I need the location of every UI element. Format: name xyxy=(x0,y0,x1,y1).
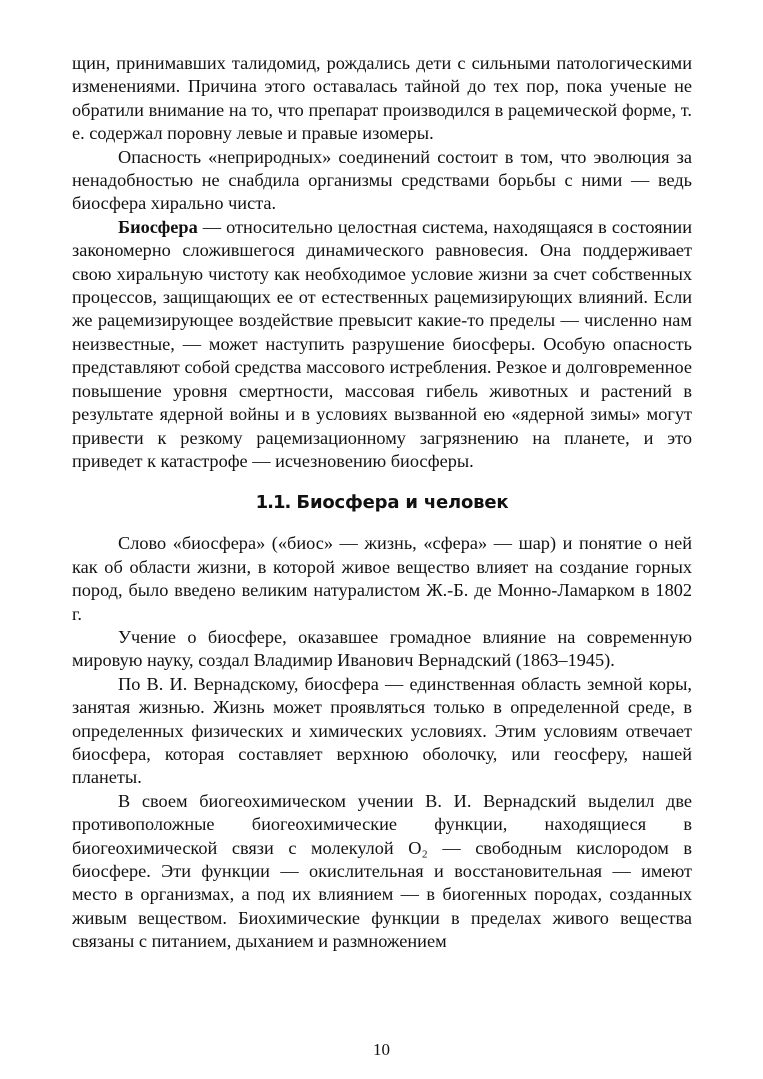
page-number: 10 xyxy=(373,1040,390,1059)
paragraph-vernadsky-teaching: Учение о биосфере, оказавшее громадное влияние на современную мировую науку, создал Владимир Иванович Вернадский (1863–1945). xyxy=(72,626,692,671)
section-title: Биосфера и человек xyxy=(290,492,509,514)
paragraph-biogeochemical-functions: В своем биогеохимическом учении В. И. Вернадский выделил две противоположные биогеохимические функции, находящиеся в биогеохимической связи с молекулой O₂ — свободным кислородом в биосфере. Эти функции — окислительная и восстановительная — имеют место в организмах, а под их влиянием — в биогенных породах, созданных живым веществом. Биохимические функции в пределах живого вещества связаны с питанием, дыханием и размножением xyxy=(72,790,692,952)
section-heading xyxy=(72,491,692,515)
paragraph-word-biosphere: Слово «биосфера» («биос» — жизнь, «сфера» — шар) и понятие о ней как об области жизни, в которой живое вещество влияет на создание горных пород, было введено великим натуралистом Ж.-Б. де Монно-Ламарком в 1802 г. xyxy=(72,533,692,624)
page-body xyxy=(72,52,692,954)
definition-text: — относительно целостная система, находящаяся в состоянии закономерно сложившегося динамического равновесия. Она поддерживает свою хиральную чистоту как необходимое условие жизни за счет собственных процессов, защищающих ее от естественных рацемизирующих влияний. Если же рацемизирующее воздействие превысит какие-то пределы — численно нам неизвестные, — может наступить разрушение биосферы. Особую опасность представляют собой средства массового истребления. Резкое и долговременное повышение уровня смертности, массовая гибель животных и растений в результате ядерной войны и в условиях вызванной ею «ядерной зимы» могут привести к резкому рацемизационному загрязнению на планете, и это приведет к катастрофе — исчезновению биосферы. xyxy=(72,216,692,471)
section-number: 1.1. xyxy=(255,492,291,514)
term-biosphere: Биосфера xyxy=(118,216,198,237)
paragraph-biosphere-definition xyxy=(72,216,692,473)
paragraph-vernadsky-definition: По В. И. Вернадскому, биосфера — единственная область земной коры, занятая жизнью. Жизнь может проявляться только в определенной среде, в определенных физических и химических условиях. Этим условиям отвечает биосфера, которая составляет верхнюю оболочку, или геосферу, нашей планеты. xyxy=(72,673,692,788)
paragraph-thalidomide: щин, принимавших талидомид, рождались дети с сильными патологическими изменениями. Причина этого оставалась тайной до тех пор, пока ученые не обратили внимание на то, что препарат производился в рацемической форме, т. е. содержал поровну левые и правые изомеры. xyxy=(72,53,692,144)
paragraph-unnatural-compounds: Опасность «неприродных» соединений состоит в том, что эволюция за ненадобностью не снабдила организмы средствами борьбы с ними — ведь биосфера хирально чиста. xyxy=(72,146,692,214)
